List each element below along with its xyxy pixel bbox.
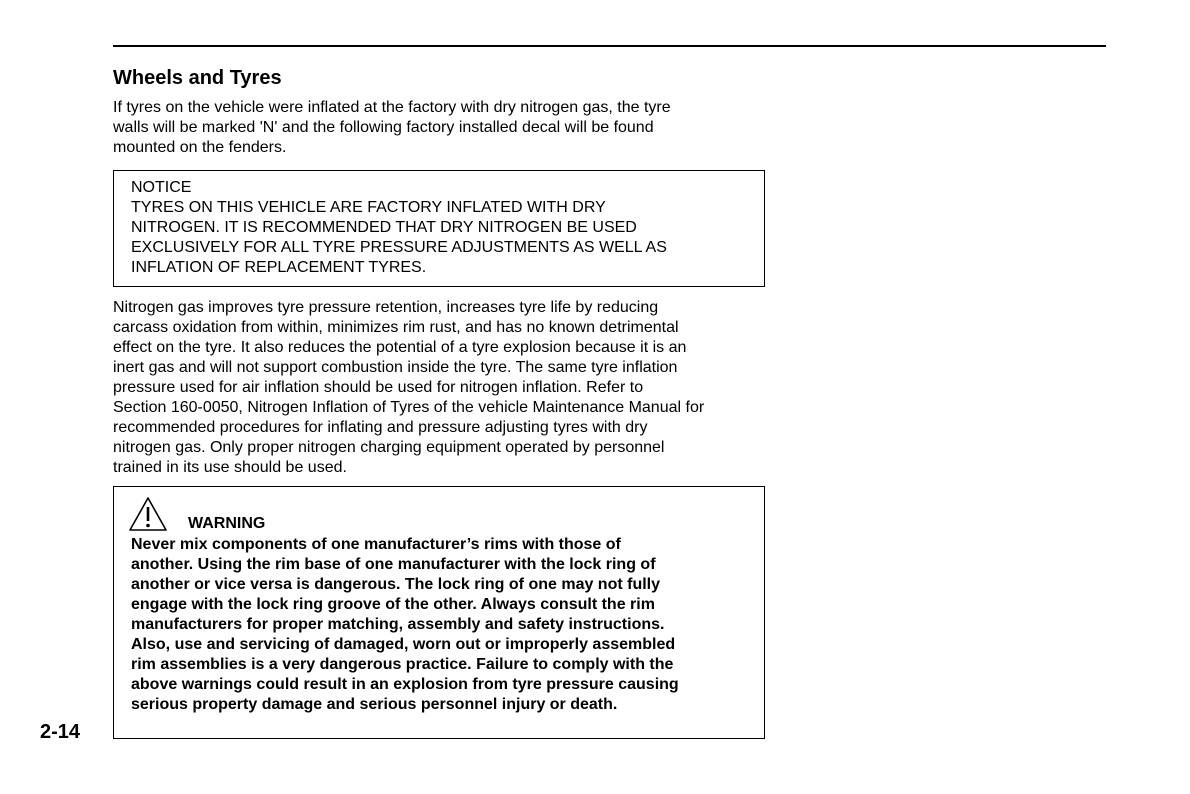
warning-line: rim assemblies is a very dangerous practice. Failure to comply with the: [131, 656, 674, 673]
body-line: Nitrogen gas improves tyre pressure retention, increases tyre life by reducing: [113, 299, 659, 316]
intro-paragraph: [113, 98, 773, 158]
notice-heading: NOTICE: [131, 179, 192, 196]
body-line: pressure used for air inflation should be used for nitrogen inflation. Refer to: [113, 379, 644, 396]
warning-line: Also, use and servicing of damaged, worn out or improperly assembled: [131, 636, 676, 653]
body-line: effect on the tyre. It also reduces the potential of a tyre explosion because it is an: [113, 339, 687, 356]
notice-box: [113, 170, 765, 287]
warning-line: engage with the lock ring groove of the other. Always consult the rim: [131, 596, 655, 613]
warning-line: another or vice versa is dangerous. The lock ring of one may not fully: [131, 576, 661, 593]
warning-box: [113, 486, 765, 739]
warning-line: manufacturers for proper matching, assembly and safety instructions.: [131, 616, 665, 633]
body-paragraph: [113, 298, 773, 478]
body-line: recommended procedures for inflating and pressure adjusting tyres with dry: [113, 419, 648, 436]
intro-line: walls will be marked 'N' and the following factory installed decal will be found: [113, 119, 654, 136]
body-line: nitrogen gas. Only proper nitrogen charging equipment operated by personnel: [113, 439, 665, 456]
notice-line: NITROGEN. IT IS RECOMMENDED THAT DRY NITROGEN BE USED: [131, 219, 637, 236]
body-line: trained in its use should be used.: [113, 459, 347, 476]
warning-heading: WARNING: [188, 515, 266, 532]
warning-line: above warnings could result in an explosion from tyre pressure causing: [131, 676, 679, 693]
intro-line: If tyres on the vehicle were inflated at the factory with dry nitrogen gas, the tyre: [113, 99, 671, 116]
warning-text: [131, 535, 679, 715]
warning-triangle-icon: [128, 496, 168, 532]
warning-line: serious property damage and serious personnel injury or death.: [131, 696, 618, 713]
notice-line: INFLATION OF REPLACEMENT TYRES.: [131, 259, 427, 276]
page-number: 2-14: [40, 721, 81, 743]
notice-line: TYRES ON THIS VEHICLE ARE FACTORY INFLATED WITH DRY: [131, 199, 606, 216]
header-rule: [113, 45, 1106, 47]
notice-text: [131, 178, 667, 278]
intro-line: mounted on the fenders.: [113, 139, 287, 156]
warning-line: Never mix components of one manufacturer’s rims with those of: [131, 536, 621, 553]
body-line: inert gas and will not support combustion inside the tyre. The same tyre inflation: [113, 359, 678, 376]
body-line: carcass oxidation from within, minimizes rim rust, and has no known detrimental: [113, 319, 679, 336]
warning-line: another. Using the rim base of one manufacturer with the lock ring of: [131, 556, 656, 573]
body-line: Section 160-0050, Nitrogen Inflation of Tyres of the vehicle Maintenance Manual for: [113, 399, 705, 416]
section-title: Wheels and Tyres: [113, 67, 282, 89]
notice-line: EXCLUSIVELY FOR ALL TYRE PRESSURE ADJUSTMENTS AS WELL AS: [131, 239, 667, 256]
